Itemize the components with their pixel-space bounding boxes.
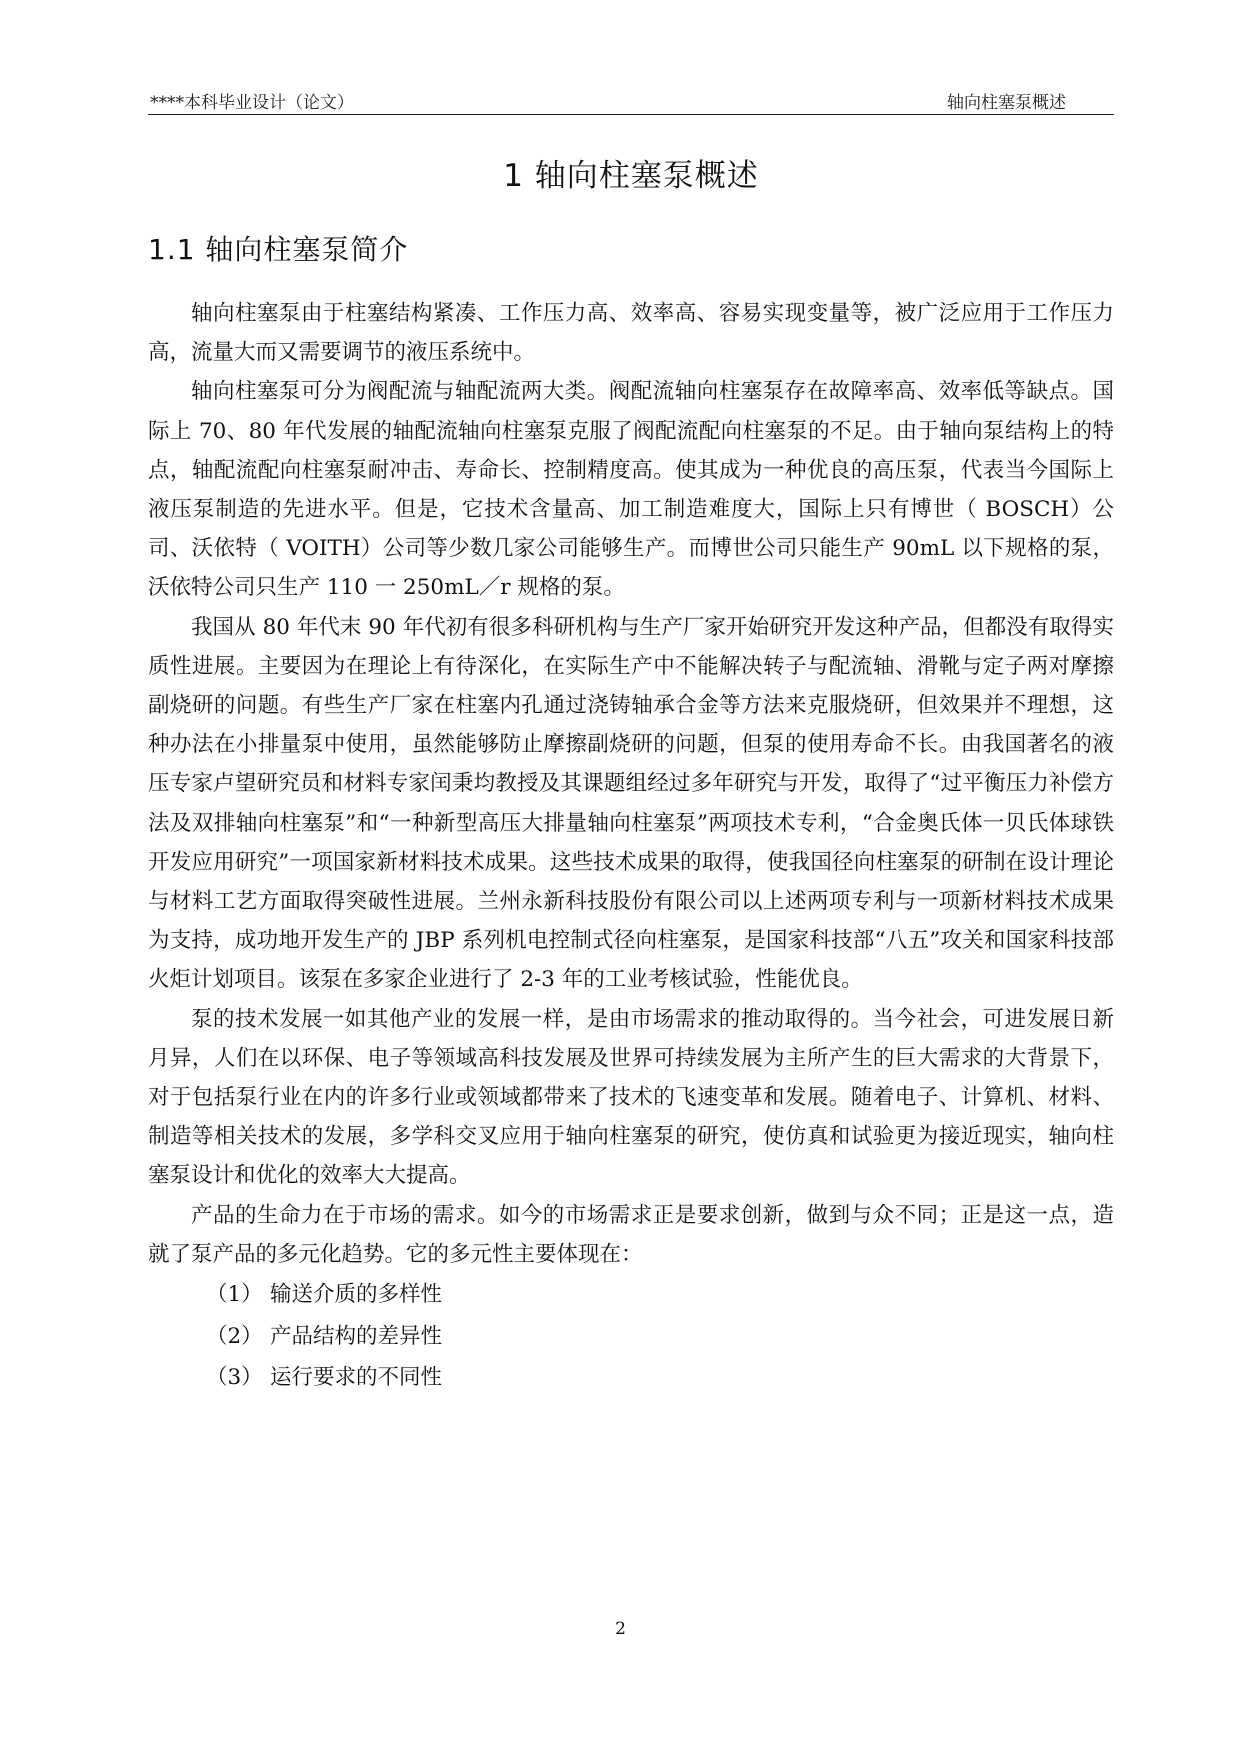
paragraph: 轴向柱塞泵可分为阀配流与轴配流两大类。阀配流轴向柱塞泵存在故障率高、效率低等缺点。国际上 70、80 年代发展的轴配流轴向柱塞泵克服了阀配流配向柱塞泵的不足。由于轴向泵结构上的特点，轴配流配向柱塞泵耐冲击、寿命长、控制精度高。使其成为一种优良的高压泵，代表当今国际上液压泵制造的先进水平。但是，它技术含量高、加工制造难度大，国际上只有博世（ BOSCH）公司、沃依特（ VOITH）公司等少数几家公司能够生产。而博世公司只能生产 90mL 以下规格的泵，沃依特公司只生产 110 一 250mL／r 规格的泵。 <box>148 379 1114 601</box>
list-item-number: （1） <box>206 1282 263 1308</box>
list-item-text: 产品结构的差异性 <box>270 1323 443 1349</box>
list-item-number: （3） <box>206 1365 263 1391</box>
header-thesis-label: ****本科毕业设计（论文） <box>150 93 354 113</box>
list-item-text: 输送介质的多样性 <box>270 1282 443 1308</box>
header-chapter-label: 轴向柱塞泵概述 <box>947 93 1066 113</box>
list-item-number: （2） <box>206 1323 263 1349</box>
list-item <box>206 1316 1114 1358</box>
section-title: 1.1 轴向柱塞泵简介 <box>148 233 409 266</box>
page-header <box>148 86 1114 114</box>
feature-list <box>148 1274 1114 1399</box>
chapter-title: 1 轴向柱塞泵概述 <box>503 158 759 194</box>
list-item-text: 运行要求的不同性 <box>270 1365 443 1391</box>
header-rule <box>148 114 1114 115</box>
paragraph: 泵的技术发展一如其他产业的发展一样，是由市场需求的推动取得的。当今社会，可进发展日新月异，人们在以环保、电子等领域高科技发展及世界可持续发展为主所产生的巨大需求的大背景下，对于包括泵行业在内的许多行业或领域都带来了技术的飞速变革和发展。随着电子、计算机、材料、制造等相关技术的发展，多学科交叉应用于轴向柱塞泵的研究，使仿真和试验更为接近现实，轴向柱塞泵设计和优化的效率大大提高。 <box>148 1006 1114 1189</box>
list-item <box>206 1274 1114 1316</box>
paragraph: 轴向柱塞泵由于柱塞结构紧凑、工作压力高、效率高、容易实现变量等，被广泛应用于工作压力高，流量大而又需要调节的液压系统中。 <box>148 301 1114 366</box>
list-item <box>206 1357 1114 1399</box>
paragraph: 产品的生命力在于市场的需求。如今的市场需求正是要求创新，做到与众不同；正是这一点，造就了泵产品的多元化趋势。它的多元性主要体现在： <box>148 1202 1114 1267</box>
body-text <box>148 294 1114 1399</box>
paragraph: 我国从 80 年代末 90 年代初有很多科研机构与生产厂家开始研究开发这种产品，但都没有取得实质性进展。主要因为在理论上有待深化，在实际生产中不能解决转子与配流轴、滑靴与定子两对摩擦副烧研的问题。有些生产厂家在柱塞内孔通过浇铸轴承合金等方法来克服烧研，但效果并不理想，这种办法在小排量泵中使用，虽然能够防止摩擦副烧研的问题，但泵的使用寿命不长。由我国著名的液压专家卢望研究员和材料专家闰秉均教授及其课题组经过多年研究与开发，取得了“过平衡压力补偿方法及双排轴向柱塞泵”和“一种新型高压大排量轴向柱塞泵”两项技术专利，“合金奥氏体一贝氏体球铁开发应用研究”一项国家新材料技术成果。这些技术成果的取得，使我国径向柱塞泵的研制在设计理论与材料工艺方面取得突破性进展。兰州永新科技股份有限公司以上述两项专利与一项新材料技术成果为支持，成功地开发生产的 JBP 系列机电控制式径向柱塞泵，是国家科技部“八五”攻关和国家科技部火炬计划项目。该泵在多家企业进行了 2-3 年的工业考核试验，性能优良。 <box>148 614 1114 993</box>
page-number: 2 <box>615 1619 626 1639</box>
